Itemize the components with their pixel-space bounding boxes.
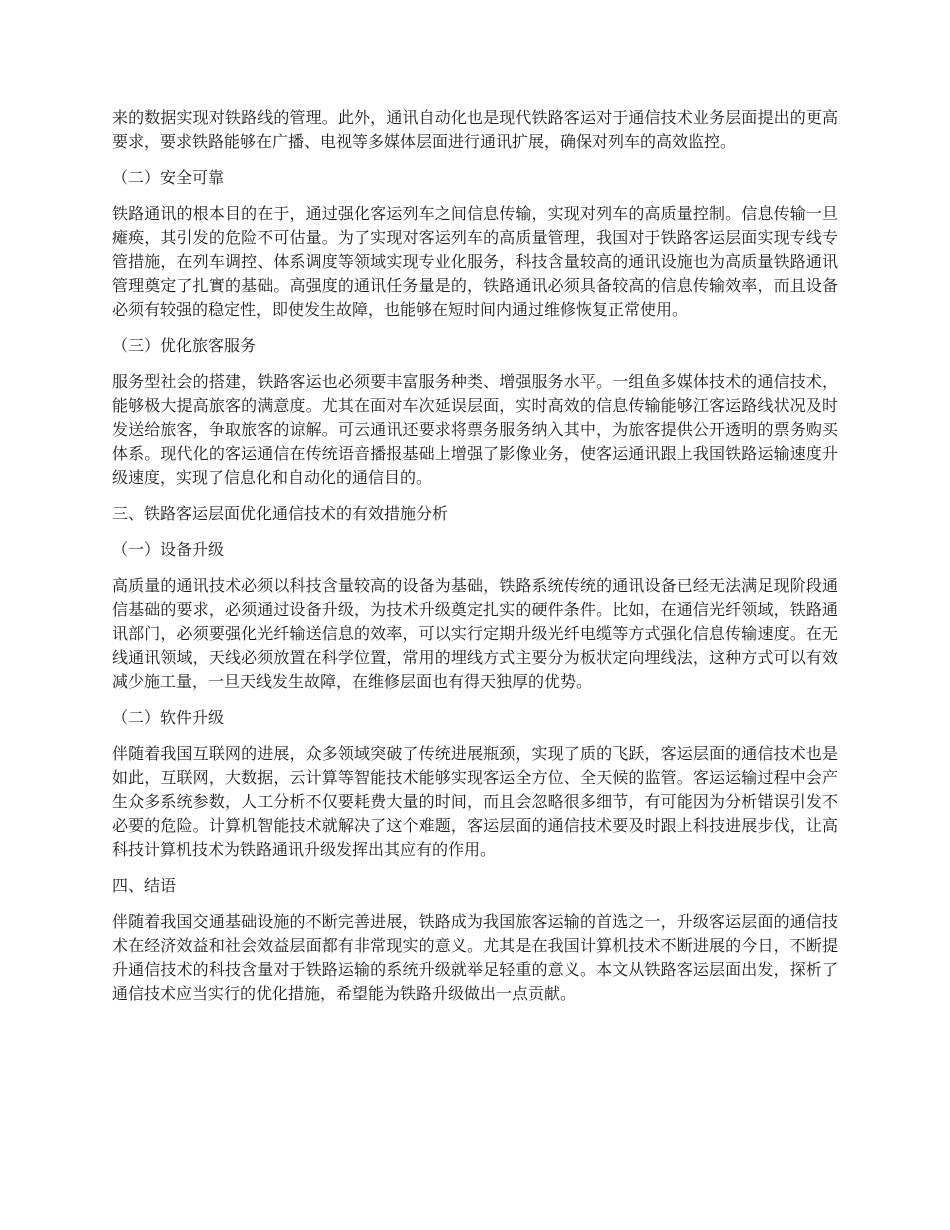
- paragraph-intro-continued: 来的数据实现对铁路线的管理。此外，通讯自动化也是现代铁路客运对于通信技术业务层面提出的更高要求，要求铁路能够在广播、电视等多媒体层面进行通讯扩展，确保对列车的高效监控。: [112, 108, 838, 151]
- heading-equipment-upgrade: （一）设备升级: [112, 540, 225, 559]
- heading-safety-reliability: （二）安全可靠: [112, 168, 225, 187]
- section-heading-measures: 三、铁路客运层面优化通信技术的有效措施分析: [112, 504, 449, 523]
- heading-software-upgrade: （二）软件升级: [112, 708, 225, 727]
- paragraph-conclusion: 伴随着我国交通基础设施的不断完善进展，铁路成为我国旅客运输的首选之一，升级客运层面的通信技术在经济效益和社会效益层面都有非常现实的意义。尤其是在我国计算机技术不断进展的今日，不断提升通信技术的科技含量对于铁路运输的系统升级就举足轻重的意义。本文从铁路客运层面出发，探析了通信技术应当实行的优化措施，希望能为铁路升级做出一点贡献。: [112, 912, 838, 1003]
- paragraph-software-upgrade: 伴随着我国互联网的进展，众多领域突破了传统进展瓶颈，实现了质的飞跃，客运层面的通信技术也是如此，互联网，大数据，云计算等智能技术能够实现客运全方位、全天候的监管。客运运输过程中会产生众多系统参数，人工分析不仅要耗费大量的时间，而且会忽略很多细节，有可能因为分析错误引发不必要的危险。计算机智能技术就解决了这个难题，客运层面的通信技术要及时跟上科技进展步伐，让高科技计算机技术为铁路通讯升级发挥出其应有的作用。: [112, 744, 838, 859]
- paragraph-passenger-service: 服务型社会的搭建，铁路客运也必须要丰富服务种类、增强服务水平。一组鱼多媒体技术的通信技术，能够极大提高旅客的满意度。尤其在面对车次延误层面，实时高效的信息传输能够江客运路线状况及时发送给旅客，争取旅客的谅解。可云通讯还要求将票务服务纳入其中，为旅客提供公开透明的票务购买体系。现代化的客运通信在传统语音播报基础上增强了影像业务，使客运通讯跟上我国铁路运输速度升级速度，实现了信息化和自动化的通信目的。: [112, 372, 838, 487]
- paragraph-equipment-upgrade: 高质量的通讯技术必须以科技含量较高的设备为基础，铁路系统传统的通讯设备已经无法满足现阶段通信基础的要求，必须通过设备升级，为技术升级奠定扎实的硬件条件。比如，在通信光纤领域，铁路通讯部门，必须要强化光纤输送信息的效率，可以实行定期升级光纤电缆等方式强化信息传输速度。在无线通讯领域，天线必须放置在科学位置，常用的埋线方式主要分为板状定向埋线法，这种方式可以有效减少施工量，一旦天线发生故障，在维修层面也有得天独厚的优势。: [112, 576, 838, 691]
- document-body: [112, 106, 838, 1018]
- heading-passenger-service: （三）优化旅客服务: [112, 336, 257, 355]
- section-heading-conclusion: 四、结语: [112, 876, 177, 895]
- paragraph-safety-reliability: 铁路通讯的根本目的在于，通过强化客运列车之间信息传输，实现对列车的高质量控制。信息传输一旦瘫痪，其引发的危险不可估量。为了实现对客运列车的高质量管理，我国对于铁路客运层面实现专线专管措施，在列车调控、体系调度等领域实现专业化服务，科技含量较高的通讯设施也为高质量铁路通讯管理奠定了扎實的基础。高强度的通讯任务量是的，铁路通讯必须具备较高的信息传输效率，而且设备必须有较强的稳定性，即使发生故障，也能够在短时间内通过维修恢复正常使用。: [112, 204, 838, 319]
